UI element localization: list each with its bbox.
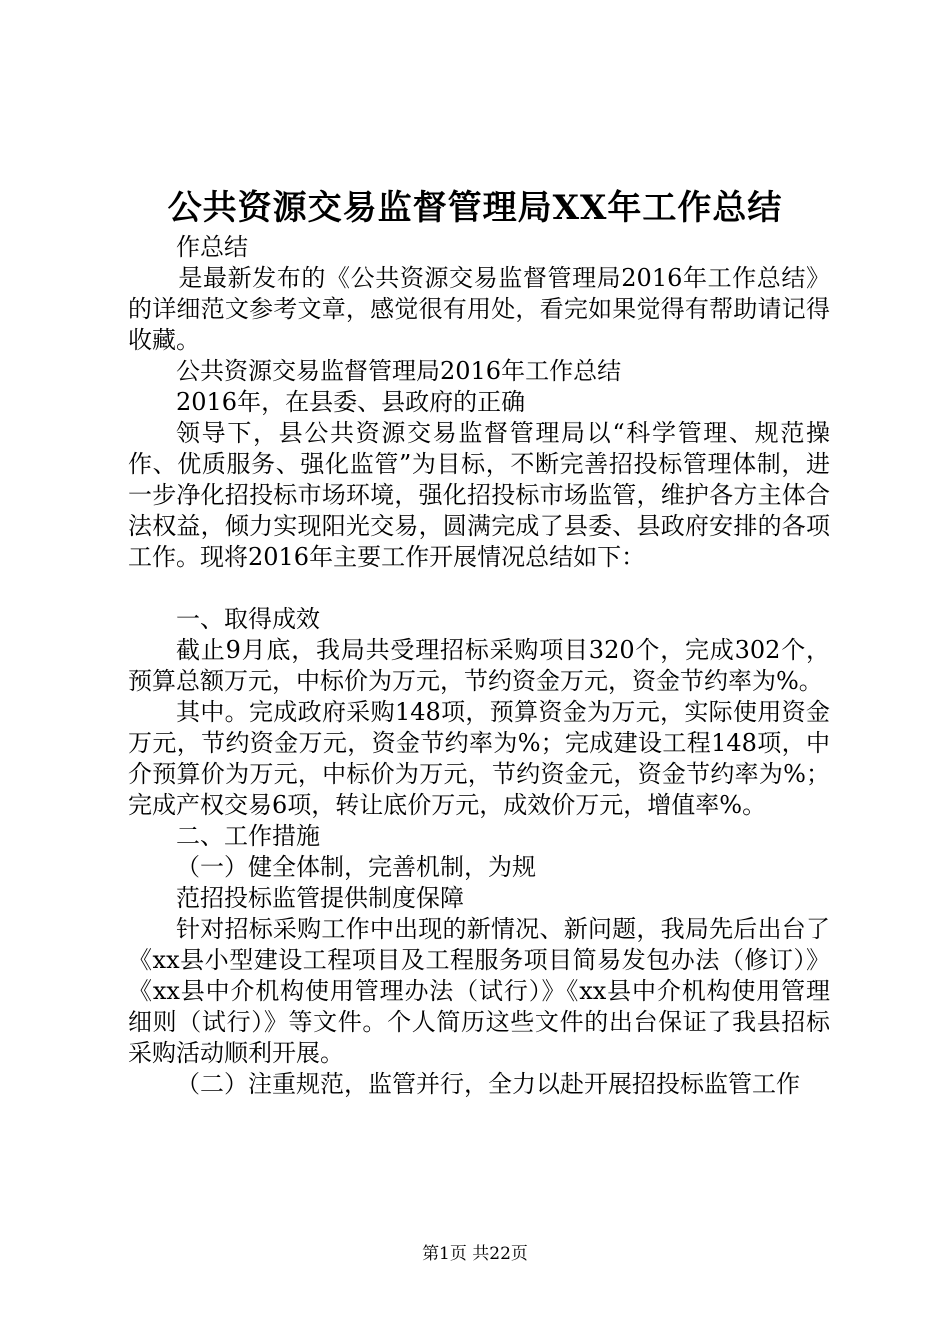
paragraph: 截止9月底，我局共受理招标采购项目320个，完成302个，预算总额万元，中标价为万元，节约资金万元，资金节约率为%。: [128, 636, 830, 695]
section-heading: 二、工作措施: [176, 822, 320, 850]
subsection-heading: （二）注重规范，监管并行，全力以赴开展招投标监管工作: [176, 1070, 800, 1098]
paragraph: 是最新发布的《公共资源交易监督管理局2016年工作总结》的详细范文参考文章，感觉很有用处，看完如果觉得有帮助请记得收藏。: [128, 264, 830, 354]
paragraph: 公共资源交易监督管理局2016年工作总结: [176, 357, 622, 385]
paragraph: 作总结: [176, 233, 248, 261]
page-footer: 第1页 共22页: [422, 1244, 528, 1264]
subsection-heading: （一）健全体制，完善机制，为规: [176, 853, 536, 881]
paragraph: 针对招标采购工作中出现的新情况、新问题，我局先后出台了《xx县小型建设工程项目及工程服务项目简易发包办法（修订）》《xx县中介机构使用管理办法（试行）》《xx县中介机构使用管理细则（试行）》等文件。个人简历这些文件的出台保证了我县招标采购活动顺利开展。: [128, 915, 830, 1067]
section-heading: 一、取得成效: [176, 605, 320, 633]
paragraph: 领导下，县公共资源交易监督管理局以“科学管理、规范操作、优质服务、强化监管”为目标，不断完善招投标管理体制，进一步净化招投标市场环境，强化招投标市场监管，维护各方主体合法权益，倾力实现阳光交易，圆满完成了县委、县政府安排的各项工作。现将2016年主要工作开展情况总结如下：: [128, 419, 830, 571]
page-title: 公共资源交易监督管理局XX年工作总结: [167, 188, 783, 228]
document-body: [128, 232, 830, 1100]
paragraph: 2016年，在县委、县政府的正确: [176, 388, 526, 416]
subsection-heading: 范招投标监管提供制度保障: [176, 884, 464, 912]
paragraph: 其中。完成政府采购148项，预算资金为万元，实际使用资金万元，节约资金万元，资金节约率为%；完成建设工程148项，中介预算价为万元，中标价为万元，节约资金元，资金节约率为%；完成产权交易6项，转让底价万元，成效价万元，增值率%。: [128, 698, 830, 819]
